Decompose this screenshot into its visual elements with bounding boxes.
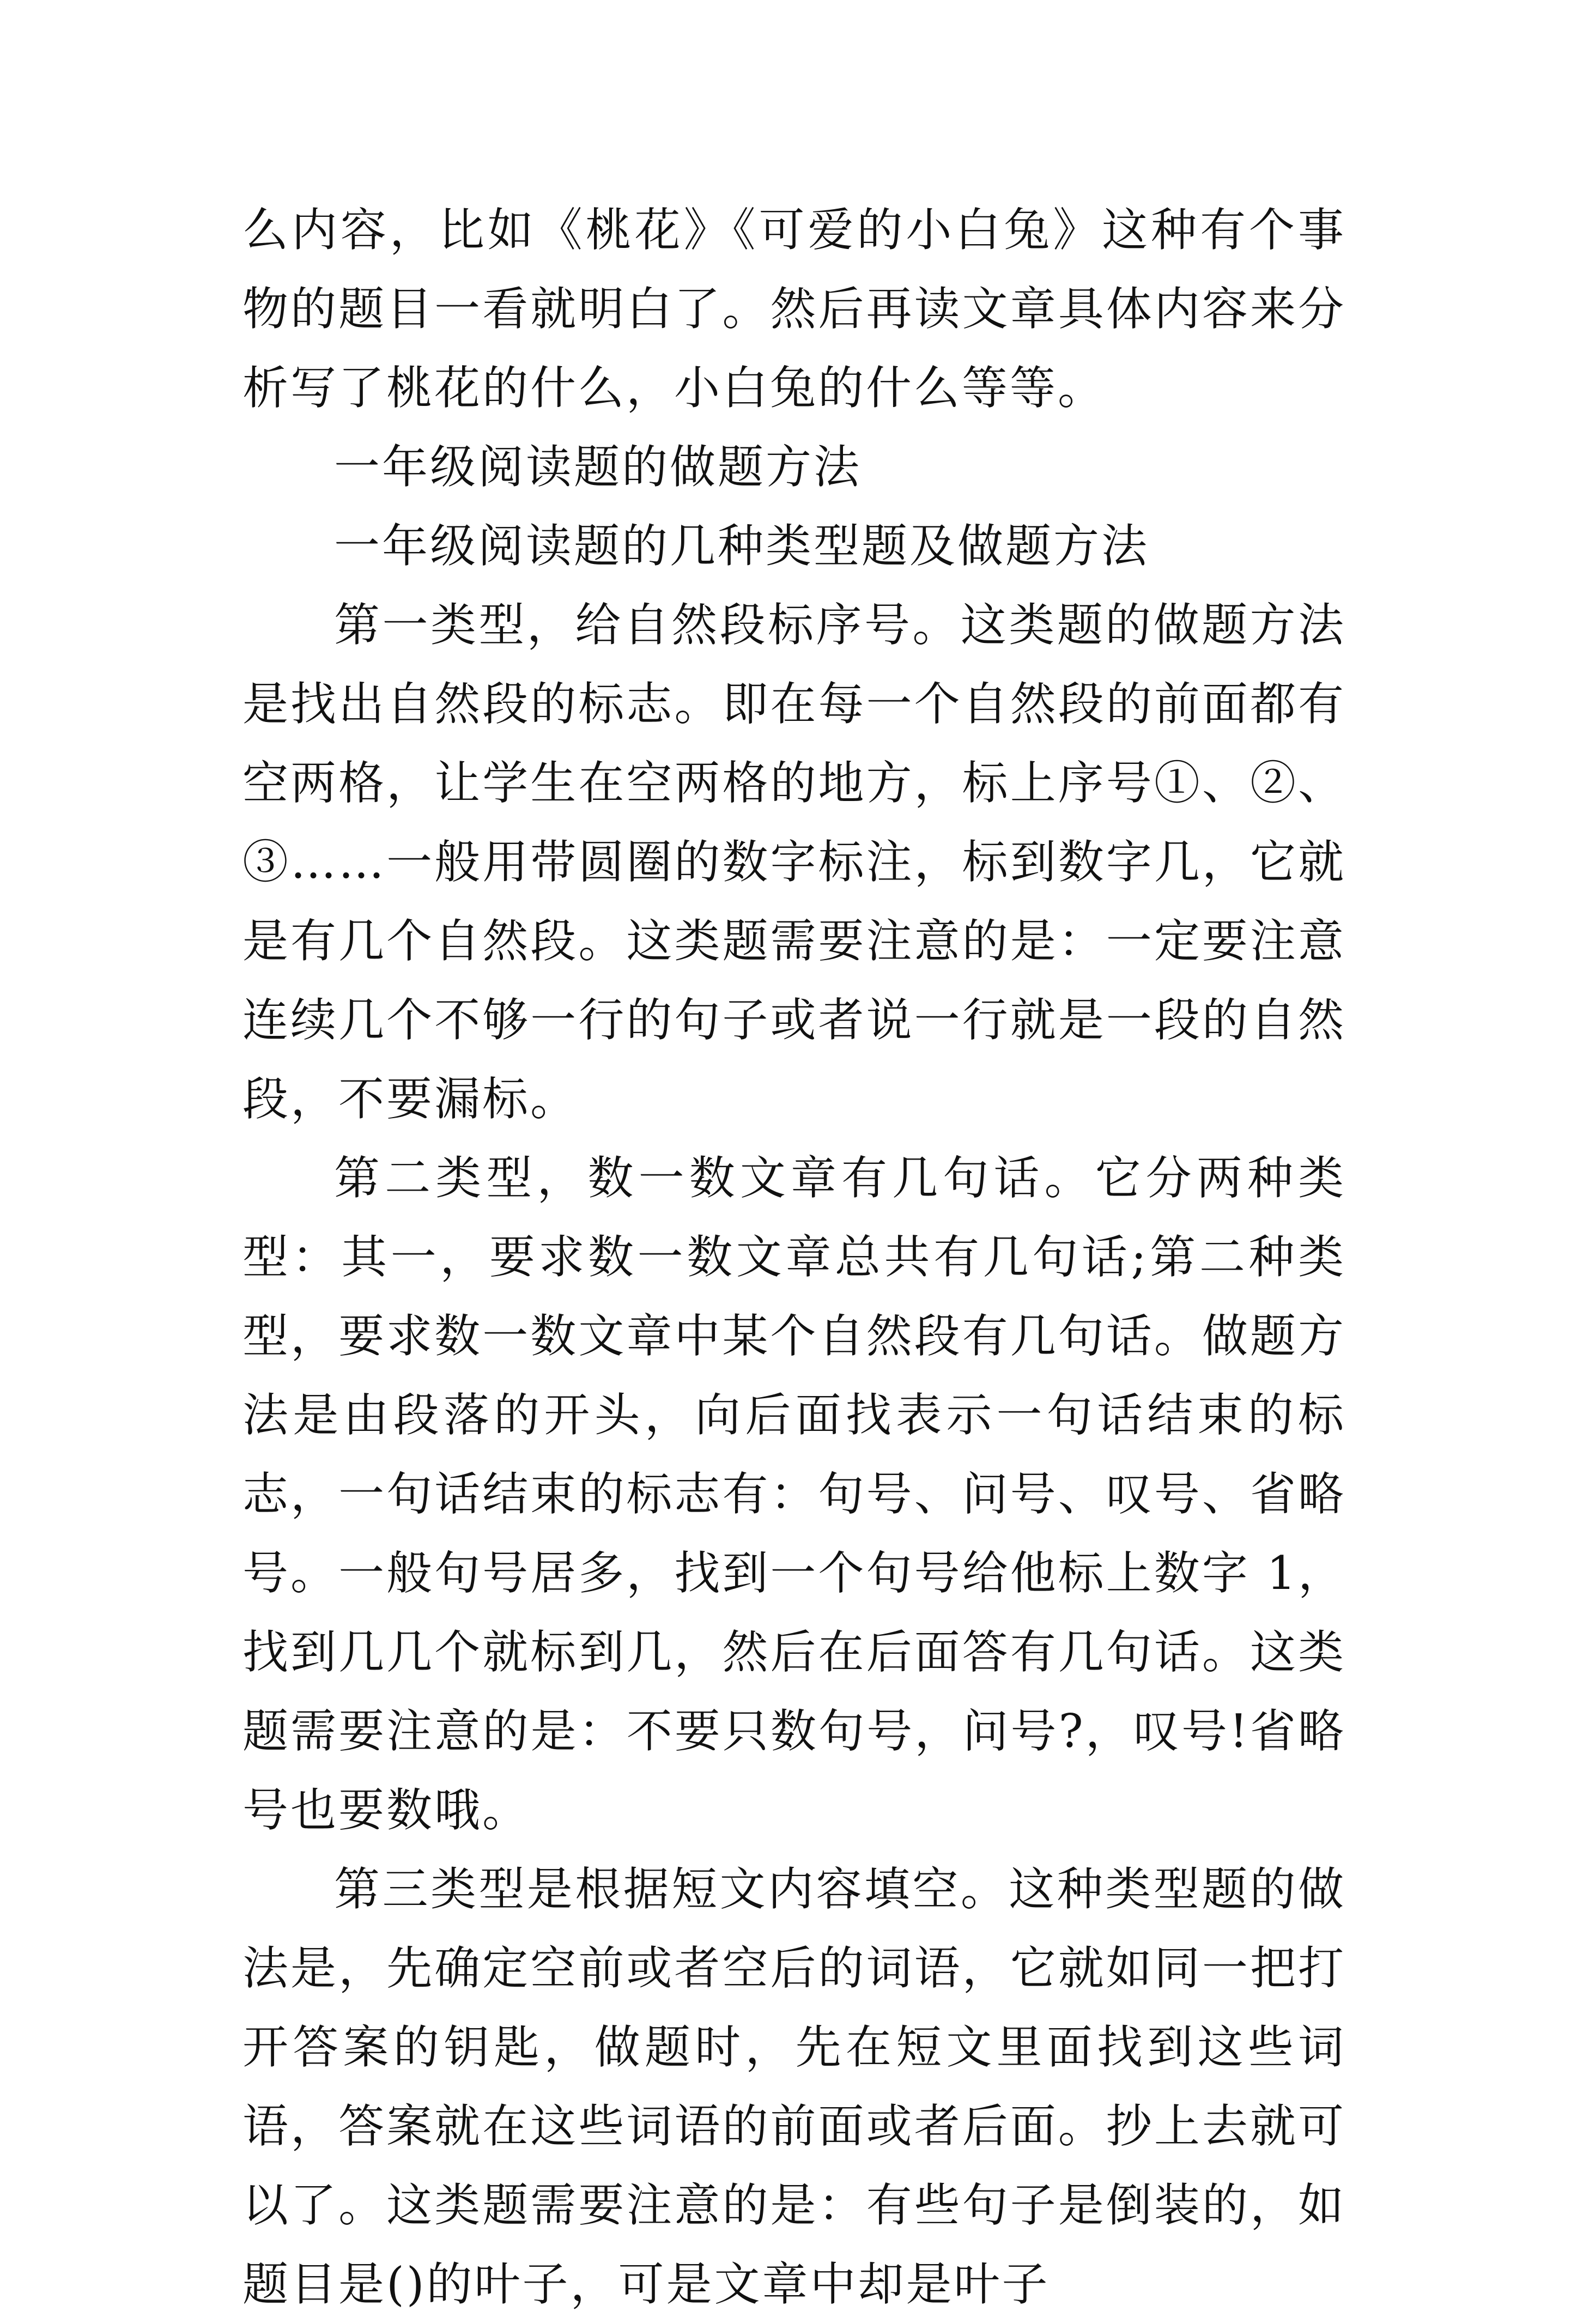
paragraph-continuation: 么内容，比如《桃花》《可爱的小白兔》这种有个事物的题目一看就明白了。然后再读文章具体内容来分析写了桃花的什么，小白兔的什么等等。 (242, 203, 1346, 415)
paragraph-type-one: 第一类型，给自然段标序号。这类题的做题方法是找出自然段的标志。即在每一个自然段的前面都有空两格，让学生在空两格的地方，标上序号①、②、③……一般用带圆圈的数字标注，标到数字几，它就是有几个自然段。这类题需要注意的是：一定要注意连续几个不够一行的句子或者说一行就是一段的自然段，不要漏标。 (242, 598, 1346, 1126)
section-heading-method: 一年级阅读题的做题方法 (334, 440, 862, 494)
paragraph-type-two: 第二类型，数一数文章有几句话。它分两种类型：其一，要求数一数文章总共有几句话;第二种类型，要求数一数文章中某个自然段有几句话。做题方法是由段落的开头，向后面找表示一句话结束的标志，一句话结束的标志有：句号、问号、叹号、省略号。一般句号居多，找到一个句号给他标上数字 1，找到几几个就标到几，然后在后面答有几句话。这类题需要注意的是：不要只数句号，问号?，叹号!省略号也要数哦。 (242, 1151, 1346, 1837)
paragraph-type-three: 第三类型是根据短文内容填空。这种类型题的做法是，先确定空前或者空后的词语，它就如同一把打开答案的钥匙，做题时，先在短文里面找到这些词语，答案就在这些词语的前面或者后面。抄上去就可以了。这类题需要注意的是：有些句子是倒装的，如题目是()的叶子，可是文章中却是叶子 (242, 1862, 1346, 2311)
section-heading-types: 一年级阅读题的几种类型题及做题方法 (334, 519, 1150, 573)
body-text (242, 191, 1346, 2324)
